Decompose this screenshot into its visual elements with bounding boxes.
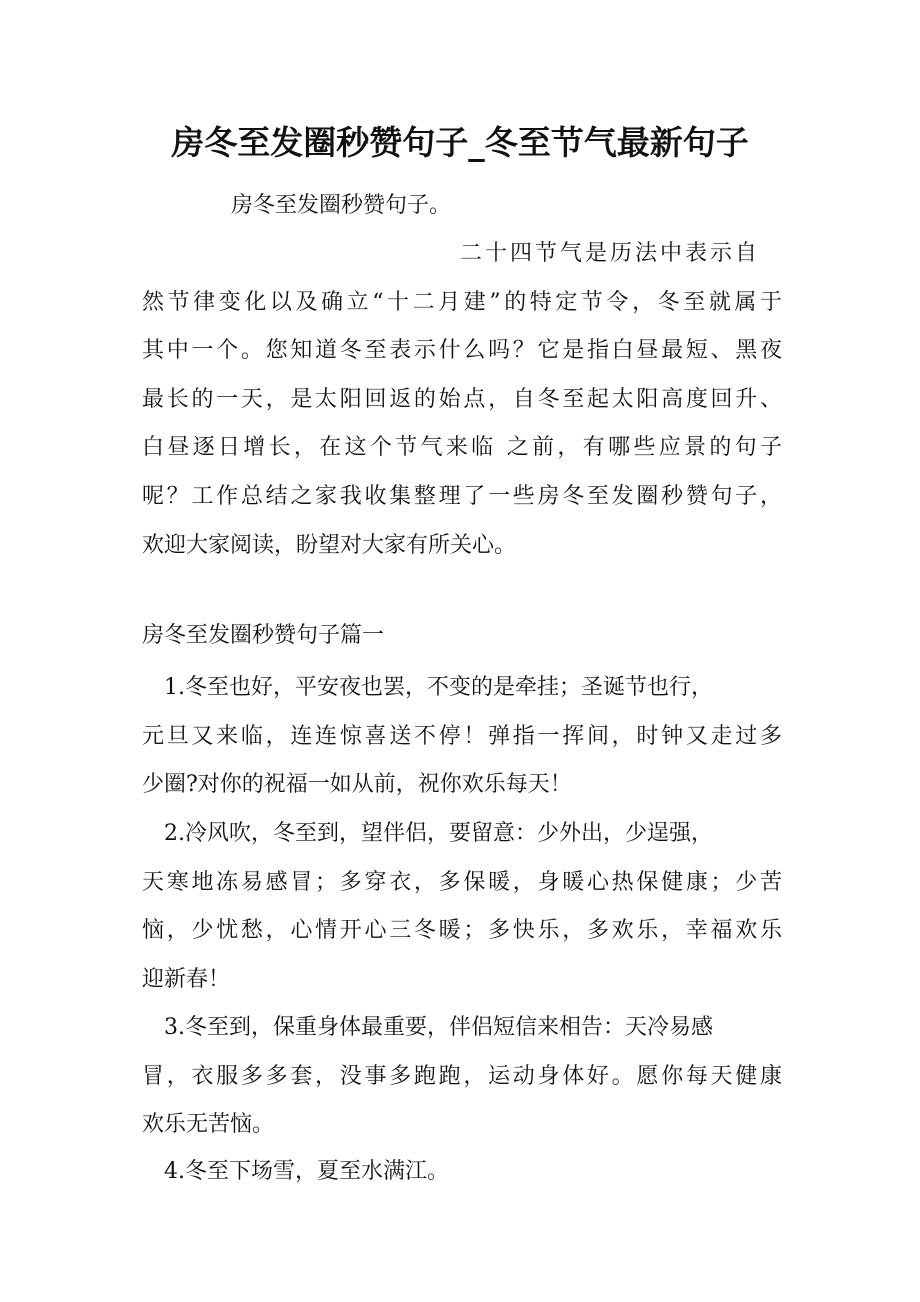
intro-line: 其中一个。您知道冬至表示什么吗？它是指白昼最短、黑夜 [142,338,782,364]
intro-line: 然节律变化以及确立“十二月建”的特定节令，冬至就属于 [142,289,782,315]
item-line: 1.冬至也好，平安夜也罢，不变的是牵挂；圣诞节也行， [164,675,713,700]
intro-line: 白昼逐日增长，在这个节气来临 之前，有哪些应景的句子 [142,435,782,461]
section-heading: 房冬至发圈秒赞句子篇一 [142,623,385,648]
document-title: 房冬至发圈秒赞句子_冬至节气最新句子 [171,123,749,162]
item-line: 天寒地冻易感冒；多穿衣，多保暖，身暖心热保健康；少苦 [142,869,782,895]
item-line: 3.冬至到，保重身体最重要，伴侣短信来相告：天冷易感 [164,1015,713,1040]
document-subtitle: 房冬至发圈秒赞句子。 [231,193,452,218]
intro-line: 呢？工作总结之家我收集整理了一些房冬至发圈秒赞句子， [142,483,782,509]
item-line: 元旦又来临，连连惊喜送不停！弹指一挥间，时钟又走过多 [142,723,782,749]
intro-line: 欢迎大家阅读，盼望对大家有所关心。 [142,532,517,558]
item-line: 少圈?对你的祝福一如从前，祝你欢乐每天！ [142,772,572,798]
item-2-paragraph [142,810,782,1004]
item-line: 迎新春！ [142,966,231,992]
intro-line: 最长的一天，是太阳回返的始点，自冬至起太阳高度回升、 [142,386,782,412]
item-line: 欢乐无苦恼。 [142,1112,275,1138]
item-line: 恼，少忧愁，心情开心三冬暖；多快乐，多欢乐，幸福欢乐 [142,918,782,944]
item-3-paragraph [142,1004,782,1150]
item-line: 2.冷风吹，冬至到，望伴侣，要留意：少外出，少逞强， [164,821,713,846]
item-line: 冒，衣服多多套，没事多跑跑，运动身体好。愿你每天健康 [142,1063,782,1089]
intro-paragraph [142,230,782,570]
intro-line: 二十四节气是历法中表示自 [460,241,761,266]
item-1-paragraph [142,664,782,810]
item-line: 4.冬至下场雪，夏至水满江。 [164,1159,449,1184]
item-4-paragraph [142,1148,782,1197]
